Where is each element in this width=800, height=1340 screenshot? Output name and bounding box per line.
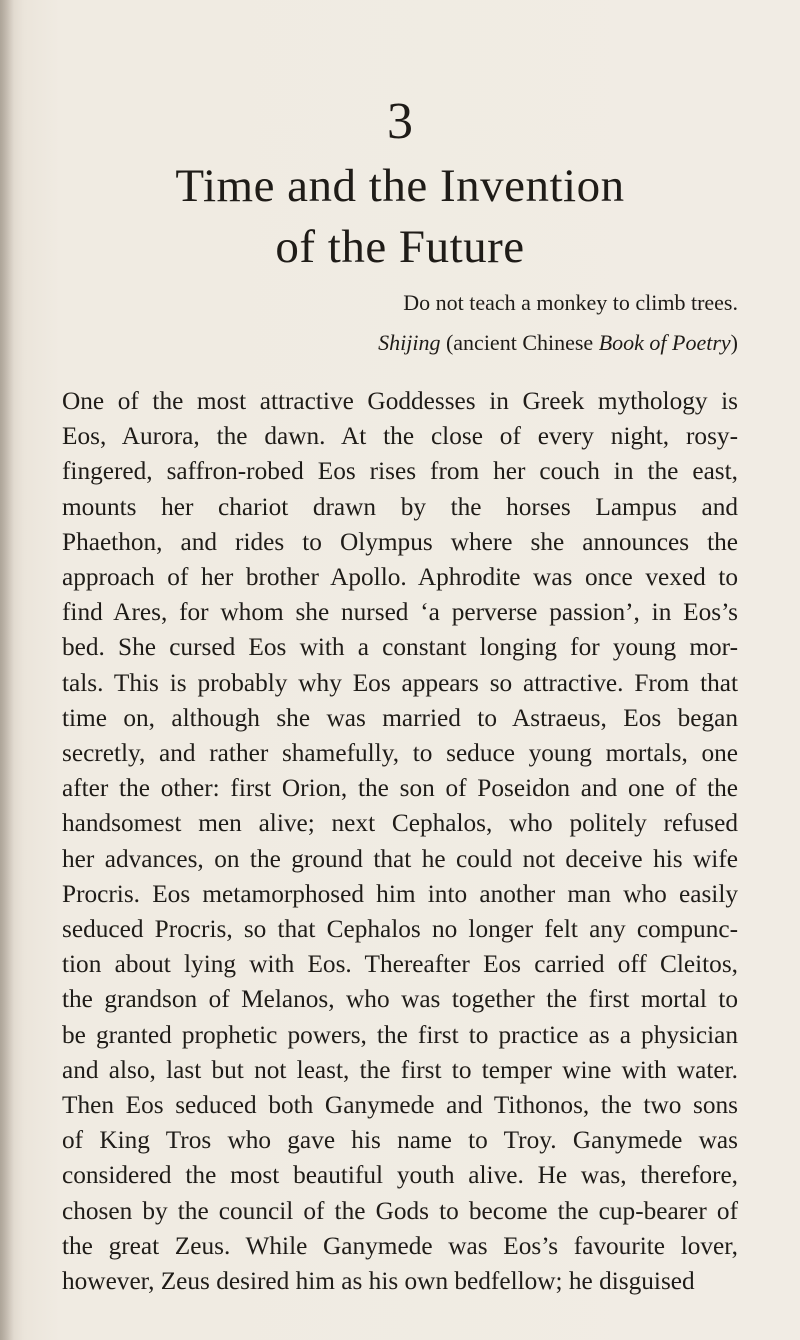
body-line: chosen by the council of the Gods to become the cup-bearer of (62, 1196, 738, 1225)
body-line: secretly, and rather shamefully, to seduce young mortals, one (62, 739, 738, 768)
body-line: the great Zeus. While Ganymede was Eos’s favourite lover, (62, 1231, 738, 1260)
chapter-title-line-1: Time and the Invention (175, 160, 625, 212)
chapter-title-line-2: of the Future (275, 221, 525, 273)
body-line: Then Eos seduced both Ganymede and Tithonos, the two sons (62, 1091, 738, 1120)
body-line: her advances, on the ground that he could not deceive his wife (62, 844, 738, 873)
body-line: after the other: first Orion, the son of Poseidon and one of the (62, 774, 738, 803)
epigraph-source-book: Book of Poetry (598, 330, 731, 355)
epigraph-quote: Do not teach a monkey to climb trees. (403, 290, 738, 315)
body-line: fingered, saffron-robed Eos rises from her couch in the east, (62, 457, 738, 486)
epigraph (378, 283, 738, 363)
body-line: seduced Procris, so that Cephalos no longer felt any compunc- (62, 915, 738, 944)
epigraph-source-mid: (ancient Chinese (440, 330, 599, 355)
body-line: One of the most attractive Goddesses in Greek mythology is (62, 387, 738, 415)
body-line: the grandson of Melanos, who was together the first mortal to (62, 985, 738, 1014)
body-line: of King Tros who gave his name to Troy. Ganymede was (62, 1126, 738, 1155)
body-line: Procris. Eos metamorphosed him into another man who easily (62, 879, 738, 908)
body-line: Eos, Aurora, the dawn. At the close of every night, rosy- (62, 422, 738, 451)
chapter-number: 3 (387, 93, 413, 150)
body-line: mounts her chariot drawn by the horses Lampus and (62, 492, 738, 521)
body-line: tion about lying with Eos. Thereafter Eos carried off Cleitos, (62, 950, 738, 979)
body-paragraph (62, 384, 738, 1299)
body-line: considered the most beautiful youth alive. He was, therefore, (62, 1161, 738, 1190)
body-line: bed. She cursed Eos with a constant longing for young mor- (62, 633, 738, 662)
body-line: however, Zeus desired him as his own bedfellow; he disguised (62, 1267, 695, 1296)
body-line: find Ares, for whom she nursed ‘a perverse passion’, in Eos’s (62, 598, 738, 627)
epigraph-source-end: ) (730, 330, 738, 355)
chapter-title (0, 156, 800, 278)
body-line: approach of her brother Apollo. Aphrodite was once vexed to (62, 563, 738, 592)
body-line: be granted prophetic powers, the first to practice as a physician (62, 1020, 738, 1049)
body-line: and also, last but not least, the first to temper wine with water. (62, 1055, 738, 1084)
body-line: handsomest men alive; next Cephalos, who politely refused (62, 809, 738, 838)
body-line: time on, although she was married to Astraeus, Eos began (62, 703, 738, 732)
body-line: tals. This is probably why Eos appears so attractive. From that (62, 668, 738, 697)
epigraph-source (378, 323, 738, 363)
epigraph-source-title: Shijing (378, 330, 441, 355)
body-line: Phaethon, and rides to Olympus where she announces the (62, 527, 738, 556)
